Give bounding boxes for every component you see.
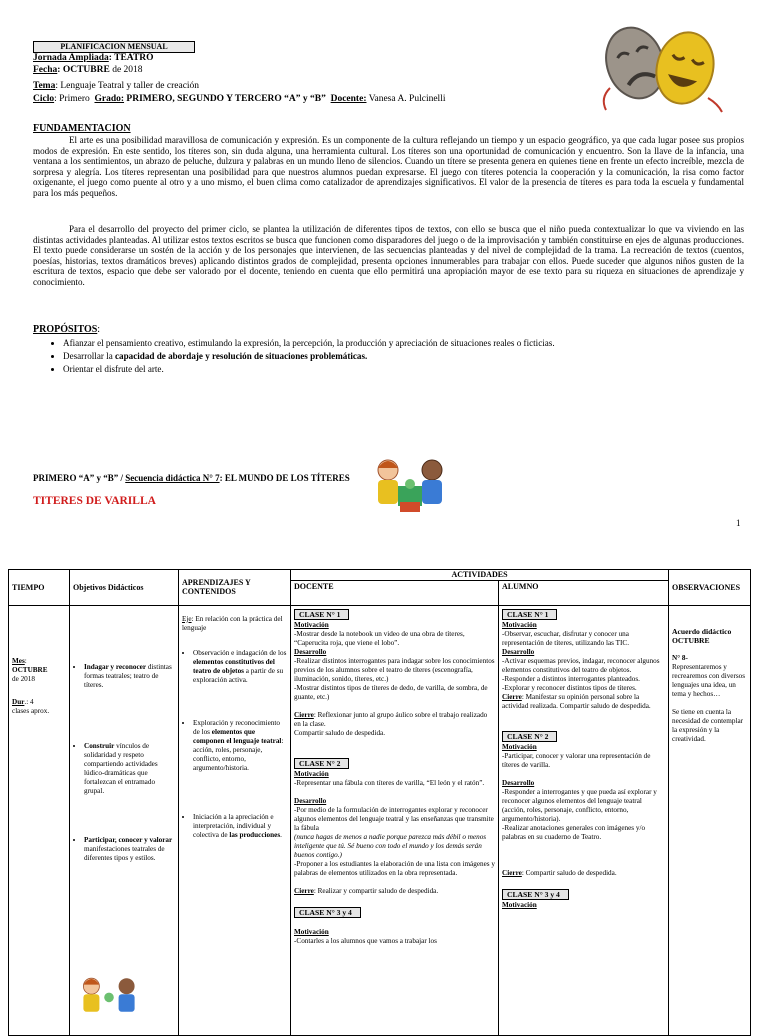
aprendizaje-bold: las producciones bbox=[229, 830, 281, 839]
clase-2-label: CLASE N° 2 bbox=[294, 758, 349, 769]
objetivo-bold: Participar, conocer y valorar bbox=[84, 835, 173, 844]
proposito-item: • Afianzar el pensamiento creativo, estimulando la expresión, la percepción, la producción y apreciación de situaciones reales o ficticias. bbox=[63, 337, 749, 350]
clase-2-label: CLASE N° 2 bbox=[502, 731, 557, 742]
motivacion-text: -Observar, escuchar, disfrutar y conocer una representación de títeres, utilizando las TIC. bbox=[502, 629, 630, 647]
secuencia-line bbox=[33, 473, 350, 483]
grado-label: Grado: bbox=[94, 94, 125, 104]
tema-label: Tema bbox=[33, 81, 56, 91]
kids-puppets-icon bbox=[73, 975, 145, 1015]
cell-docente bbox=[291, 605, 499, 1035]
table-header-row bbox=[9, 570, 751, 581]
secuencia-title: : EL MUNDO DE LOS TÍTERES bbox=[219, 473, 350, 483]
fundamentacion-paragraph-1: El arte es una posibilidad maravillosa de comunicación y expresión. Es un componente de la cultura reflejando un tiempo y un espacio geográfico, ya que cada lugar posee sus propios modos de expresión. En este sentido, los títeres son, sin duda alguna, una herramienta cultural. Los títeres son una oportunidad de comunicación y encuentro. Son la llave de la infancia, una ventana a los sentimientos, un abrazo de peluche, dulzura y palabras en un mundo lleno de silencios. Cuando un títere se presenta genera en quienes tiene en frente un efecto increíble, mezcla de sorpresa y alegría. Los títeres representan una posibilidad para que nuestros alumnos puedan expresarse. El juego con títeres potencia la cooperación y la comunicación, la risa como factor oxigenante, el juego como puente al otro y a uno mismo, el buen clima como catalizador de aprendizajes significativos. El valor de la presencia de títeres es para toda la escuela y fundamental para los más pequeños. bbox=[33, 135, 744, 198]
objetivo-item bbox=[84, 836, 175, 863]
desarrollo-text: -Responder a distintos interrogantes planteados. bbox=[502, 674, 640, 683]
secuencia-label: Secuencia didáctica N° 7 bbox=[125, 473, 220, 483]
desarrollo-label: Desarrollo bbox=[294, 647, 327, 656]
cierre-text: : Realizar y compartir saludo de despedida. bbox=[313, 886, 439, 895]
propositos-colon: : bbox=[97, 324, 101, 335]
desarrollo-label: Desarrollo bbox=[502, 778, 535, 787]
proposito-item-text: Desarrollar la bbox=[63, 351, 116, 361]
objetivo-bold: Indagar y reconocer bbox=[84, 662, 147, 671]
objetivo-text: vínculos de solidaridad y respeto compartiendo actividades lúdico-dramáticas que fortalezcan el entramado grupal. bbox=[84, 741, 158, 795]
mes-value: OCTUBRE bbox=[12, 665, 48, 674]
desarrollo-label: Desarrollo bbox=[502, 647, 535, 656]
motivacion-label: Motivación bbox=[502, 742, 537, 751]
fundamentacion-paragraph-2: Para el desarrollo del proyecto del primer ciclo, se plantea la utilización de diferentes tipos de textos, con ello se busca que el niño pueda contextualizar lo que va viviendo en las distintas actividades planteadas. Al utilizar estos textos escritos se busca que funcionen como disparadores del juego o de la improvisación y también constituirse en ejes de algunas producciones. El texto puede considerarse un sostén de la acción y de los personajes que intervienen, de las secuencias planteadas y del nivel de complejidad de la trama. La recreación de textos (cuentos, poesías, historias, textos dramáticos breves) aplicando distintos grados de complejidad, presenta opciones innumerables para trabajar con ellos. Puede suceder que algunos niños gusten de la escritura de textos, espacio que debe ser valorado por el docente, teniendo en cuenta que ello permitirá una apropiación mayor de ese texto para su riqueza en situaciones de aprendizaje y conocimiento. bbox=[33, 224, 744, 287]
aprendizaje-text: Exploración y reconocimiento de los bbox=[193, 718, 281, 736]
secuencia-grupo: PRIMERO “A” y “B” / bbox=[33, 473, 126, 483]
motivacion-label: Motivación bbox=[502, 900, 537, 909]
observaciones-text: Representaremos y recrearemos con diversos lenguajes una idea, un tema y hechos… bbox=[672, 662, 746, 698]
fabula-moraleja: (nunca hagas de menos a nadie porque parezca más débil o menos inteligente que tú. Sé bueno con todo el mundo y los demás serán buenos contigo.) bbox=[294, 832, 487, 859]
desarrollo-text: -Realizar anotaciones generales con imágenes y/o palabras en su cuaderno de Teatro. bbox=[502, 823, 646, 841]
desarrollo-text: -Realizar distintos interrogantes para indagar sobre los conocimientos previos de los alumnos sobre el teatro de títeres (escenografía, iluminación, sonido, títeres, etc.) bbox=[294, 656, 495, 683]
objetivo-item bbox=[84, 742, 175, 796]
cell-aprendizajes bbox=[179, 605, 291, 1035]
clase-1-label: CLASE N° 1 bbox=[294, 609, 349, 620]
aprendizaje-text: a partir de su exploración activa. bbox=[193, 666, 284, 684]
observaciones-number: N° 8- bbox=[672, 653, 688, 662]
objetivos-list bbox=[73, 663, 175, 863]
objetivo-text: manifestaciones teatrales de diferentes tipos y estilos. bbox=[84, 844, 165, 862]
cell-observaciones bbox=[669, 605, 751, 1035]
anio-value: de 2018 bbox=[12, 674, 35, 683]
header-actividades: ACTIVIDADES bbox=[291, 570, 669, 581]
cierre-text: : Manifestar su opinión personal sobre la actividad realizada. Compartir saludo de despedida. bbox=[502, 692, 651, 710]
desarrollo-label: Desarrollo bbox=[294, 796, 327, 805]
plan-title-box bbox=[33, 41, 195, 53]
clase-3-4-label: CLASE N° 3 y 4 bbox=[294, 907, 361, 918]
aprendizaje-text: Iniciación a la apreciación e interpretación, individual y colectiva de bbox=[193, 812, 274, 839]
page-number: 1 bbox=[736, 518, 741, 528]
dur-value: .: 4 bbox=[24, 697, 34, 706]
cierre-label: Cierre bbox=[502, 868, 522, 877]
jornada-line bbox=[33, 53, 154, 64]
tema-value: : Lenguaje Teatral y taller de creación bbox=[55, 81, 200, 91]
jornada-label: Jornada Ampliada bbox=[33, 53, 109, 63]
grado-value: PRIMERO, SEGUNDO Y TERCERO “A” y “B” bbox=[124, 94, 326, 104]
jornada-value: : TEATRO bbox=[108, 53, 154, 63]
eje-text: : En relación con la práctica del lenguaje bbox=[182, 614, 283, 632]
cell-alumno bbox=[499, 605, 669, 1035]
proposito-item: • Orientar el disfrute del arte. bbox=[63, 363, 749, 376]
header-tiempo: TIEMPO bbox=[9, 570, 70, 606]
propositos-heading bbox=[33, 324, 100, 335]
aprendizaje-item bbox=[193, 649, 287, 685]
header-docente: DOCENTE bbox=[291, 580, 499, 605]
motivacion-text: -Mostrar desde la notebook un video de una obra de títeres, “Caperucita roja, que viene el lobo”. bbox=[294, 629, 465, 647]
objetivo-text: distintas formas teatrales; teatro de títeres. bbox=[84, 662, 172, 689]
eje-label: Eje bbox=[182, 614, 192, 623]
fecha-line: Fecha: OCTUBRE de 2018 bbox=[33, 65, 143, 75]
docente-value: Vanesa A. Pulcinelli bbox=[366, 94, 446, 104]
planning-table bbox=[8, 569, 751, 1036]
cierre-text: : Reflexionar junto al grupo áulico sobre el trabajo realizado en la clase. bbox=[294, 710, 488, 728]
motivacion-text: -Representar una fábula con títeres de varilla, “El león y el ratón”. bbox=[294, 778, 485, 787]
dur-label: Dur bbox=[12, 697, 25, 706]
tema-line bbox=[33, 81, 199, 92]
motivacion-text: -Contarles a los alumnos que vamos a trabajar los bbox=[294, 936, 437, 945]
aprendizaje-text: : acción, roles, personaje, conflicto, entorno, argumento/historia. bbox=[193, 736, 284, 772]
desarrollo-text: -Activar esquemas previos, indagar, reconocer algunos elementos constitutivos del teatro de objetos. bbox=[502, 656, 660, 674]
desarrollo-text: -Por medio de la formulación de interrogantes explorar y reconocer algunos elementos del lenguaje teatral y las enseñanzas que transmite la fábula bbox=[294, 805, 494, 832]
fecha-label: Fecha bbox=[33, 65, 58, 75]
header-observaciones: OBSERVACIONES bbox=[669, 570, 751, 606]
header-alumno: ALUMNO bbox=[499, 580, 669, 605]
propositos-list bbox=[33, 337, 749, 376]
aprendizaje-bold: elementos constitutivos del teatro de objetos bbox=[193, 657, 275, 675]
cell-tiempo: Mes: OCTUBRE de 2018 Dur.: 4 clases aprox. bbox=[9, 605, 70, 1035]
aprendizaje-item bbox=[193, 813, 287, 840]
ciclo-label: Ciclo bbox=[33, 94, 55, 104]
objetivo-bold: Construir bbox=[84, 741, 115, 750]
desarrollo-text: -Explorar y reconocer distintos tipos de títeres. bbox=[502, 683, 637, 692]
observaciones-text: Se tiene en cuenta la necesidad de contemplar la expresión y la creatividad. bbox=[672, 707, 744, 743]
observaciones-title: Acuerdo didáctico bbox=[672, 626, 732, 636]
mes-label: Mes bbox=[12, 656, 25, 665]
proposito-item-bold: capacidad de abordaje y resolución de situaciones problemáticas. bbox=[115, 351, 368, 361]
aprendizaje-text: Observación e indagación de los bbox=[193, 648, 287, 657]
desarrollo-text: -Responder a interrogantes y que pueda así explorar y reconocer algunos elementos del lenguaje teatral (acción, roles, personaje, conflicto, entorno, argumento/historia). bbox=[502, 787, 657, 823]
cierre-label: Cierre bbox=[294, 710, 314, 719]
plan-title: PLANIFICACION MENSUAL bbox=[60, 42, 168, 51]
fecha-value: OCTUBRE bbox=[62, 65, 110, 75]
titeres-title: TITERES DE VARILLA bbox=[33, 495, 156, 507]
theater-masks-icon bbox=[590, 18, 730, 114]
desarrollo-text: -Mostrar distintos tipos de títeres de dedo, de varilla, de sombra, de guante, etc.) bbox=[294, 683, 488, 701]
cell-objetivos bbox=[70, 605, 179, 1035]
cierre-label: Cierre bbox=[294, 886, 314, 895]
desarrollo-text: -Proponer a los estudiantes la elaboración de una lista con imágenes y palabras de elementos utilizados en la obra representada. bbox=[294, 859, 495, 877]
header-aprendizajes: APRENDIZAJES Y CONTENIDOS bbox=[179, 570, 291, 606]
fundamentacion-title: FUNDAMENTACION bbox=[33, 123, 131, 134]
fecha-rest: de 2018 bbox=[109, 65, 143, 75]
motivacion-label: Motivación bbox=[294, 769, 329, 778]
motivacion-label: Motivación bbox=[502, 620, 537, 629]
docente-label: Docente: bbox=[330, 94, 367, 104]
clase-3-4-label: CLASE N° 3 y 4 bbox=[502, 889, 569, 900]
objetivo-item bbox=[84, 663, 175, 690]
motivacion-text: -Participar, conocer y valorar una representación de títeres de varilla. bbox=[502, 751, 651, 769]
clase-1-label: CLASE N° 1 bbox=[502, 609, 557, 620]
motivacion-label: Motivación bbox=[294, 620, 329, 629]
kids-puppets-icon bbox=[370, 456, 450, 516]
aprendizaje-bold: elementos que componen el lenguaje teatral bbox=[193, 727, 282, 745]
propositos-title: PROPÓSITOS bbox=[33, 324, 98, 335]
aprendizajes-list bbox=[182, 649, 287, 840]
cierre-text: : Compartir saludo de despedida. bbox=[521, 868, 617, 877]
proposito-item bbox=[63, 350, 749, 363]
header-objetivos: Objetivos Didácticos bbox=[70, 570, 179, 606]
aprendizaje-item bbox=[193, 719, 287, 773]
dur-rest: clases aprox. bbox=[12, 706, 50, 715]
cierre-text: Compartir saludo de despedida. bbox=[294, 728, 386, 737]
table-row bbox=[9, 605, 751, 1035]
aprendizaje-text: . bbox=[280, 830, 282, 839]
ciclo-line bbox=[33, 94, 445, 105]
cierre-label: Cierre bbox=[502, 692, 522, 701]
ciclo-value: : Primero bbox=[54, 94, 90, 104]
motivacion-label: Motivación bbox=[294, 927, 329, 936]
observaciones-month: OCTUBRE bbox=[672, 635, 710, 645]
